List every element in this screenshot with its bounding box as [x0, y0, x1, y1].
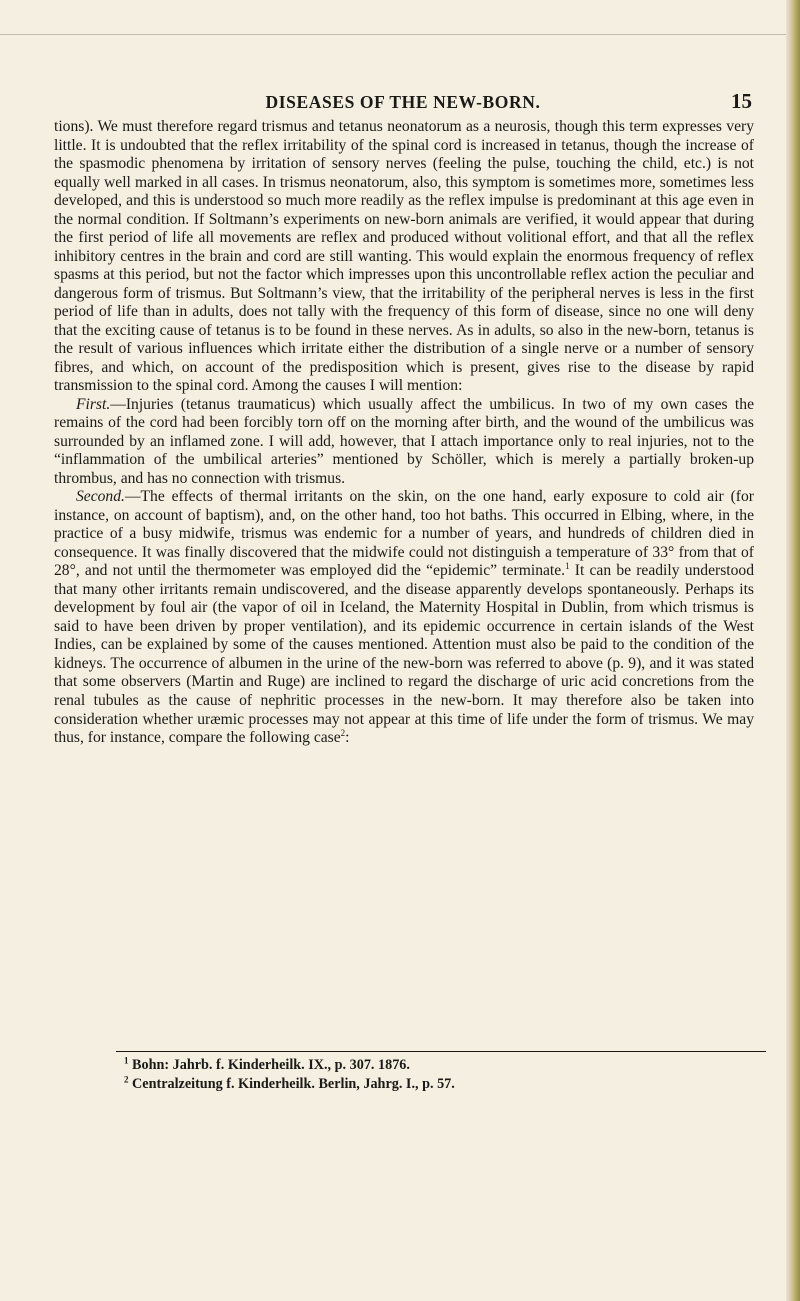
paragraph-1-text: tions). We must therefore regard trismus and tetanus neonatorum as a neurosis, though this term expresses very little. It is undoubted that the reflex irritability of the spinal cord is increased in tetanus, though the increase of the spasmodic phenomena by irritation of sensory nerves (feeling the pulse, touching the child, etc.) is not equally well marked in all cases. In trismus neonatorum, also, this symptom is sometimes more, sometimes less developed, and this is understood so much more readily as the reflex impulse is predominant at this age even in the normal condition. If Soltmann’s experiments on new-born animals are verified, it would appear that during the first period of life all movements are reflex and produced without volitional effort, and that all the reflex inhibitory centres in the brain and cord are still wanting. This would explain the enormous frequency of reflex spasms at this period, but not the factor which impresses upon this uncontrollable reflex action the peculiar and dangerous form of trismus. But Soltmann’s view, that the irritability of the peripheral nerves is less in the first period of life than in adults, does not tally with the frequency of this form of disease, since no one will deny that the exciting cause of tetanus is to be found in these nerves. As in adults, so also in the new-born, tetanus is the result of various influences which irritate either the distribution of a single nerve or a number of sensory fibres, and which, on account of the predisposition which is present, gives rise to the disease by rapid transmission to the spinal cord. Among the causes I will mention: [54, 118, 754, 395]
paragraph-3 [54, 488, 754, 747]
scan-page-edge [786, 0, 800, 1301]
footnote-2-text: Centralzeitung f. Kinderheilk. Berlin, Jahrg. I., p. 57. [132, 1075, 455, 1092]
paragraph-1 [54, 118, 754, 396]
footnote-rule [116, 1051, 766, 1052]
footnote-1 [124, 1056, 764, 1075]
paragraph-3-text-a: —The effects of thermal irritants on the skin, on the one hand, early exposure to cold air (for instance, on account of baptism), and, on the other hand, too hot baths. This occurred in Elbing, where, in the practice of a busy midwife, trismus was endemic for a number of years, and hundreds of children died in consequence. It was finally discovered that the midwife could not distinguish a temperature of 33° from that of 28°, and not until the thermometer was employed did the “epidemic” terminate. [54, 488, 754, 580]
running-head: DISEASES OF THE NEW-BORN. [265, 92, 541, 112]
footnote-1-mark: 1 [124, 1055, 129, 1066]
scan-fold-line [0, 34, 786, 35]
paragraph-2-text: —Injuries (tetanus traumaticus) which usually affect the umbilicus. In two of my own cases the remains of the cord had been forcibly torn off on the morning after birth, and the wound of the umbilicus was surrounded by an inflamed zone. I will add, however, that I attach importance only to real injuries, not to the “inflammation of the umbilical arteries” mentioned by Schöller, which is merely a partially broken-up thrombus, and has no connection with trismus. [54, 395, 754, 487]
footnotes [124, 1056, 764, 1093]
paragraph-3-text-b: It can be readily understood that many other irritants remain undiscovered, and the disease apparently develops spontaneously. Perhaps its development by foul air (the vapor of oil in Iceland, the Maternity Hospital in Dublin, from which trismus is said to have been driven by proper ventilation), and its epidemic occurrence in certain islands of the West Indies, can be explained by some of the causes mentioned. Attention must also be paid to the condition of the kidneys. The occurrence of albumen in the urine of the new-born was referred to above (p. 9), and it was stated that some observers (Martin and Ruge) are inclined to regard the discharge of uric acid concretions from the renal tubules as the cause of nephritic processes in the new-born. It may therefore also be taken into consideration whether uræmic processes may not appear at this time of life under the form of trismus. We may thus, for instance, compare the following case [54, 562, 755, 747]
paragraph-3-text-c: : [345, 729, 350, 747]
page-number: 15 [731, 89, 752, 113]
paragraph-2 [54, 396, 754, 489]
footnote-1-text: Bohn: Jahrb. f. Kinderheilk. IX., p. 307. 1876. [132, 1057, 410, 1073]
body-text [54, 118, 754, 748]
page-header [54, 89, 752, 116]
footnote-2 [124, 1075, 764, 1094]
footnote-2-mark: 2 [124, 1073, 129, 1084]
paragraph-2-lead: First. [76, 395, 111, 413]
footnote-ref-2: 2 [340, 727, 346, 738]
paragraph-3-lead: Second. [76, 488, 125, 506]
footnote-ref-1: 1 [565, 561, 570, 572]
